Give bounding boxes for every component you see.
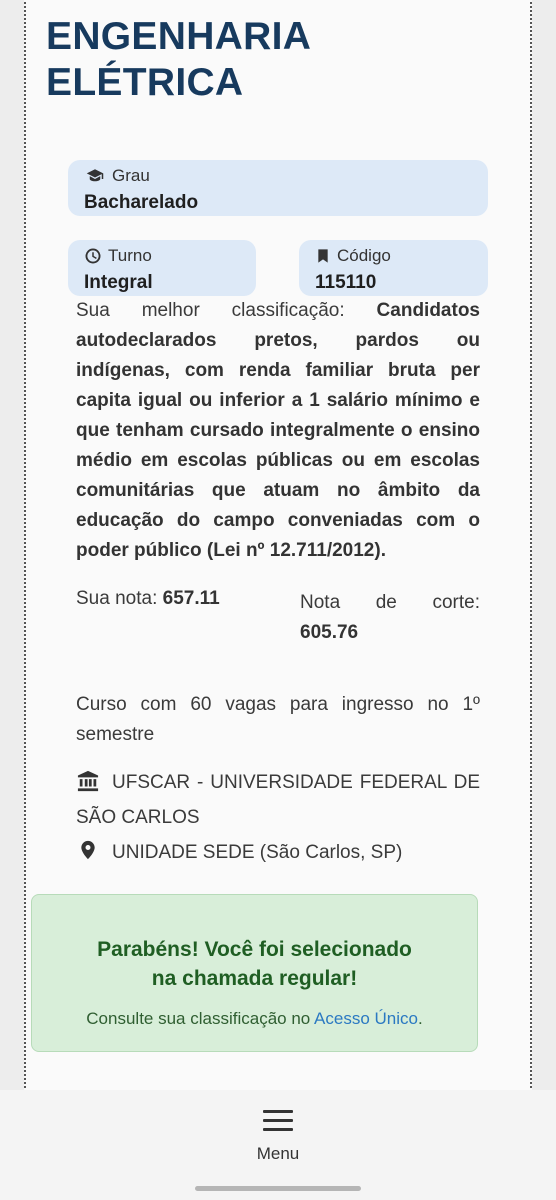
nota-corte-value: 605.76 [300, 622, 359, 643]
bottom-nav-bar [0, 1090, 556, 1200]
institution-row [76, 765, 480, 835]
menu-label: Menu [256, 1144, 300, 1163]
grau-pill [68, 160, 488, 216]
sua-nota [76, 588, 220, 610]
classification-prefix: Sua melhor classificação: [76, 300, 345, 321]
success-subtext [32, 1009, 477, 1029]
institution-name: UFSCAR - UNIVERSIDADE FEDERAL DE SÃO CARLOS [76, 772, 480, 828]
bookmark-icon [315, 247, 331, 265]
clock-icon [84, 247, 102, 265]
codigo-value: 115110 [315, 272, 377, 293]
success-alert [31, 894, 478, 1052]
home-indicator[interactable] [195, 1186, 361, 1191]
success-sub-prefix: Consulte sua classificação no [86, 1009, 311, 1028]
hamburger-icon [263, 1110, 293, 1132]
codigo-label: Código [337, 246, 391, 265]
turno-label: Turno [108, 246, 152, 265]
classification-text [76, 296, 480, 566]
grau-label: Grau [112, 166, 150, 185]
location-name: UNIDADE SEDE (São Carlos, SP) [112, 842, 403, 863]
course-title-line2: ELÉTRICA [46, 61, 244, 104]
sua-nota-value: 657.11 [162, 588, 220, 609]
location-row [78, 835, 402, 870]
classification-category: Candidatos autodeclarados pretos, pardos ou indígenas, com renda familiar bruta per capita igual ou inferior a 1 salário mínimo e que tenham cursado integralmente o ensino médio em escolas públicas ou em escolas comunitárias que atuam no âmbito da educação do campo conveniadas com o poder público (Lei nº 12.711/2012). [76, 300, 480, 561]
course-title-line1: ENGENHARIA [46, 15, 312, 58]
acesso-unico-link[interactable]: Acesso Único [314, 1009, 418, 1028]
codigo-pill [299, 240, 488, 296]
turno-value: Integral [84, 272, 153, 293]
success-headline: Parabéns! Você foi selecionado na chamada regular! [97, 938, 412, 990]
sua-nota-label: Sua nota: [76, 588, 158, 609]
graduation-cap-icon [84, 167, 106, 185]
map-marker-icon [78, 837, 98, 863]
success-sub-suffix: . [417, 1009, 423, 1028]
course-title [46, 14, 311, 106]
nota-corte [300, 588, 480, 648]
grau-value: Bacharelado [84, 192, 199, 213]
turno-pill [68, 240, 256, 296]
nota-corte-label: Nota de corte: [300, 592, 480, 613]
vagas-text: Curso com 60 vagas para ingresso no 1º semestre [76, 694, 480, 745]
bank-icon [76, 770, 100, 792]
menu-button[interactable] [228, 1104, 328, 1164]
